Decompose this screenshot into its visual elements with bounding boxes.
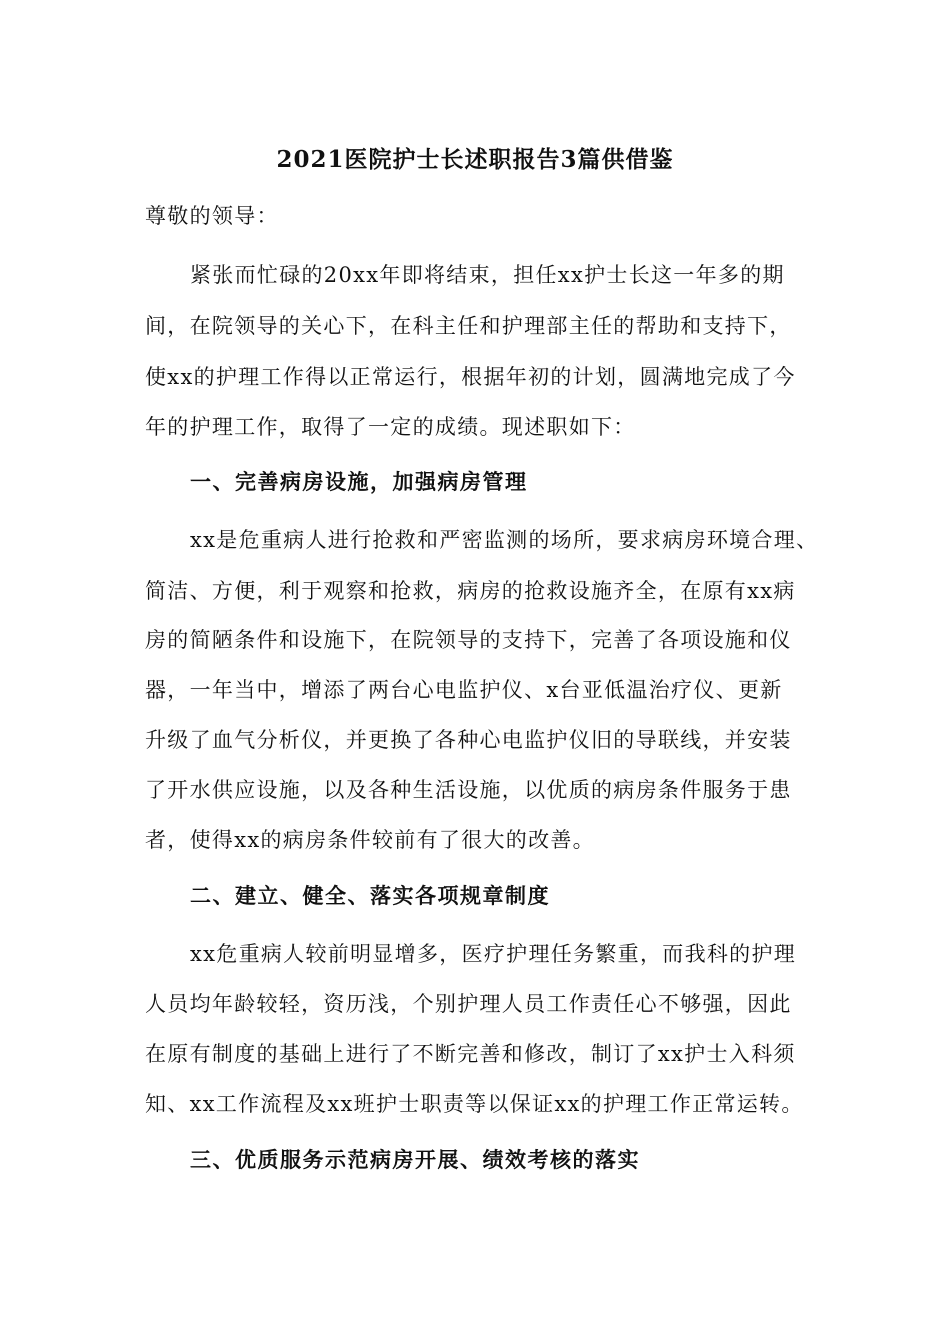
- section-2-line: 在原有制度的基础上进行了不断完善和修改，制订了xx护士入科须: [145, 1042, 796, 1066]
- section-1-line: 房的简陋条件和设施下，在院领导的支持下，完善了各项设施和仪: [145, 628, 792, 652]
- section-1-line: 者，使得xx的病房条件较前有了很大的改善。: [145, 828, 595, 852]
- section-1-line: 升级了血气分析仪，并更换了各种心电监护仪旧的导联线，并安装: [145, 728, 792, 752]
- section-1-line: 器，一年当中，增添了两台心电监护仪、x台亚低温治疗仪、更新: [145, 678, 783, 702]
- section-1-line: 简洁、方便，利于观察和抢救，病房的抢救设施齐全，在原有xx病: [145, 579, 796, 603]
- document-title: 2021医院护士长述职报告3篇供借鉴: [276, 146, 674, 173]
- section-heading-3: 三、优质服务示范病房开展、绩效考核的落实: [190, 1147, 640, 1172]
- section-2-line: 人员均年龄较轻，资历浅，个别护理人员工作责任心不够强，因此: [145, 992, 792, 1016]
- section-1-line: xx是危重病人进行抢救和严密监测的场所，要求病房环境合理、: [190, 528, 819, 552]
- intro-line: 紧张而忙碌的20xx年即将结束，担任xx护士长这一年多的期: [190, 263, 785, 287]
- salutation: 尊敬的领导：: [145, 204, 279, 228]
- section-heading-2: 二、建立、健全、落实各项规章制度: [190, 883, 550, 908]
- intro-line: 使xx的护理工作得以正常运行，根据年初的计划，圆满地完成了今: [145, 365, 796, 389]
- section-2-line: xx危重病人较前明显增多，医疗护理任务繁重，而我科的护理: [190, 942, 797, 966]
- intro-line: 年的护理工作，取得了一定的成绩。现述职如下：: [145, 415, 636, 439]
- section-heading-1: 一、完善病房设施，加强病房管理: [190, 469, 528, 494]
- section-2-line: 知、xx工作流程及xx班护士职责等以保证xx的护理工作正常运转。: [145, 1092, 804, 1116]
- intro-line: 间，在院领导的关心下，在科主任和护理部主任的帮助和支持下，: [145, 314, 792, 338]
- section-1-line: 了开水供应设施，以及各种生活设施，以优质的病房条件服务于患: [145, 778, 792, 802]
